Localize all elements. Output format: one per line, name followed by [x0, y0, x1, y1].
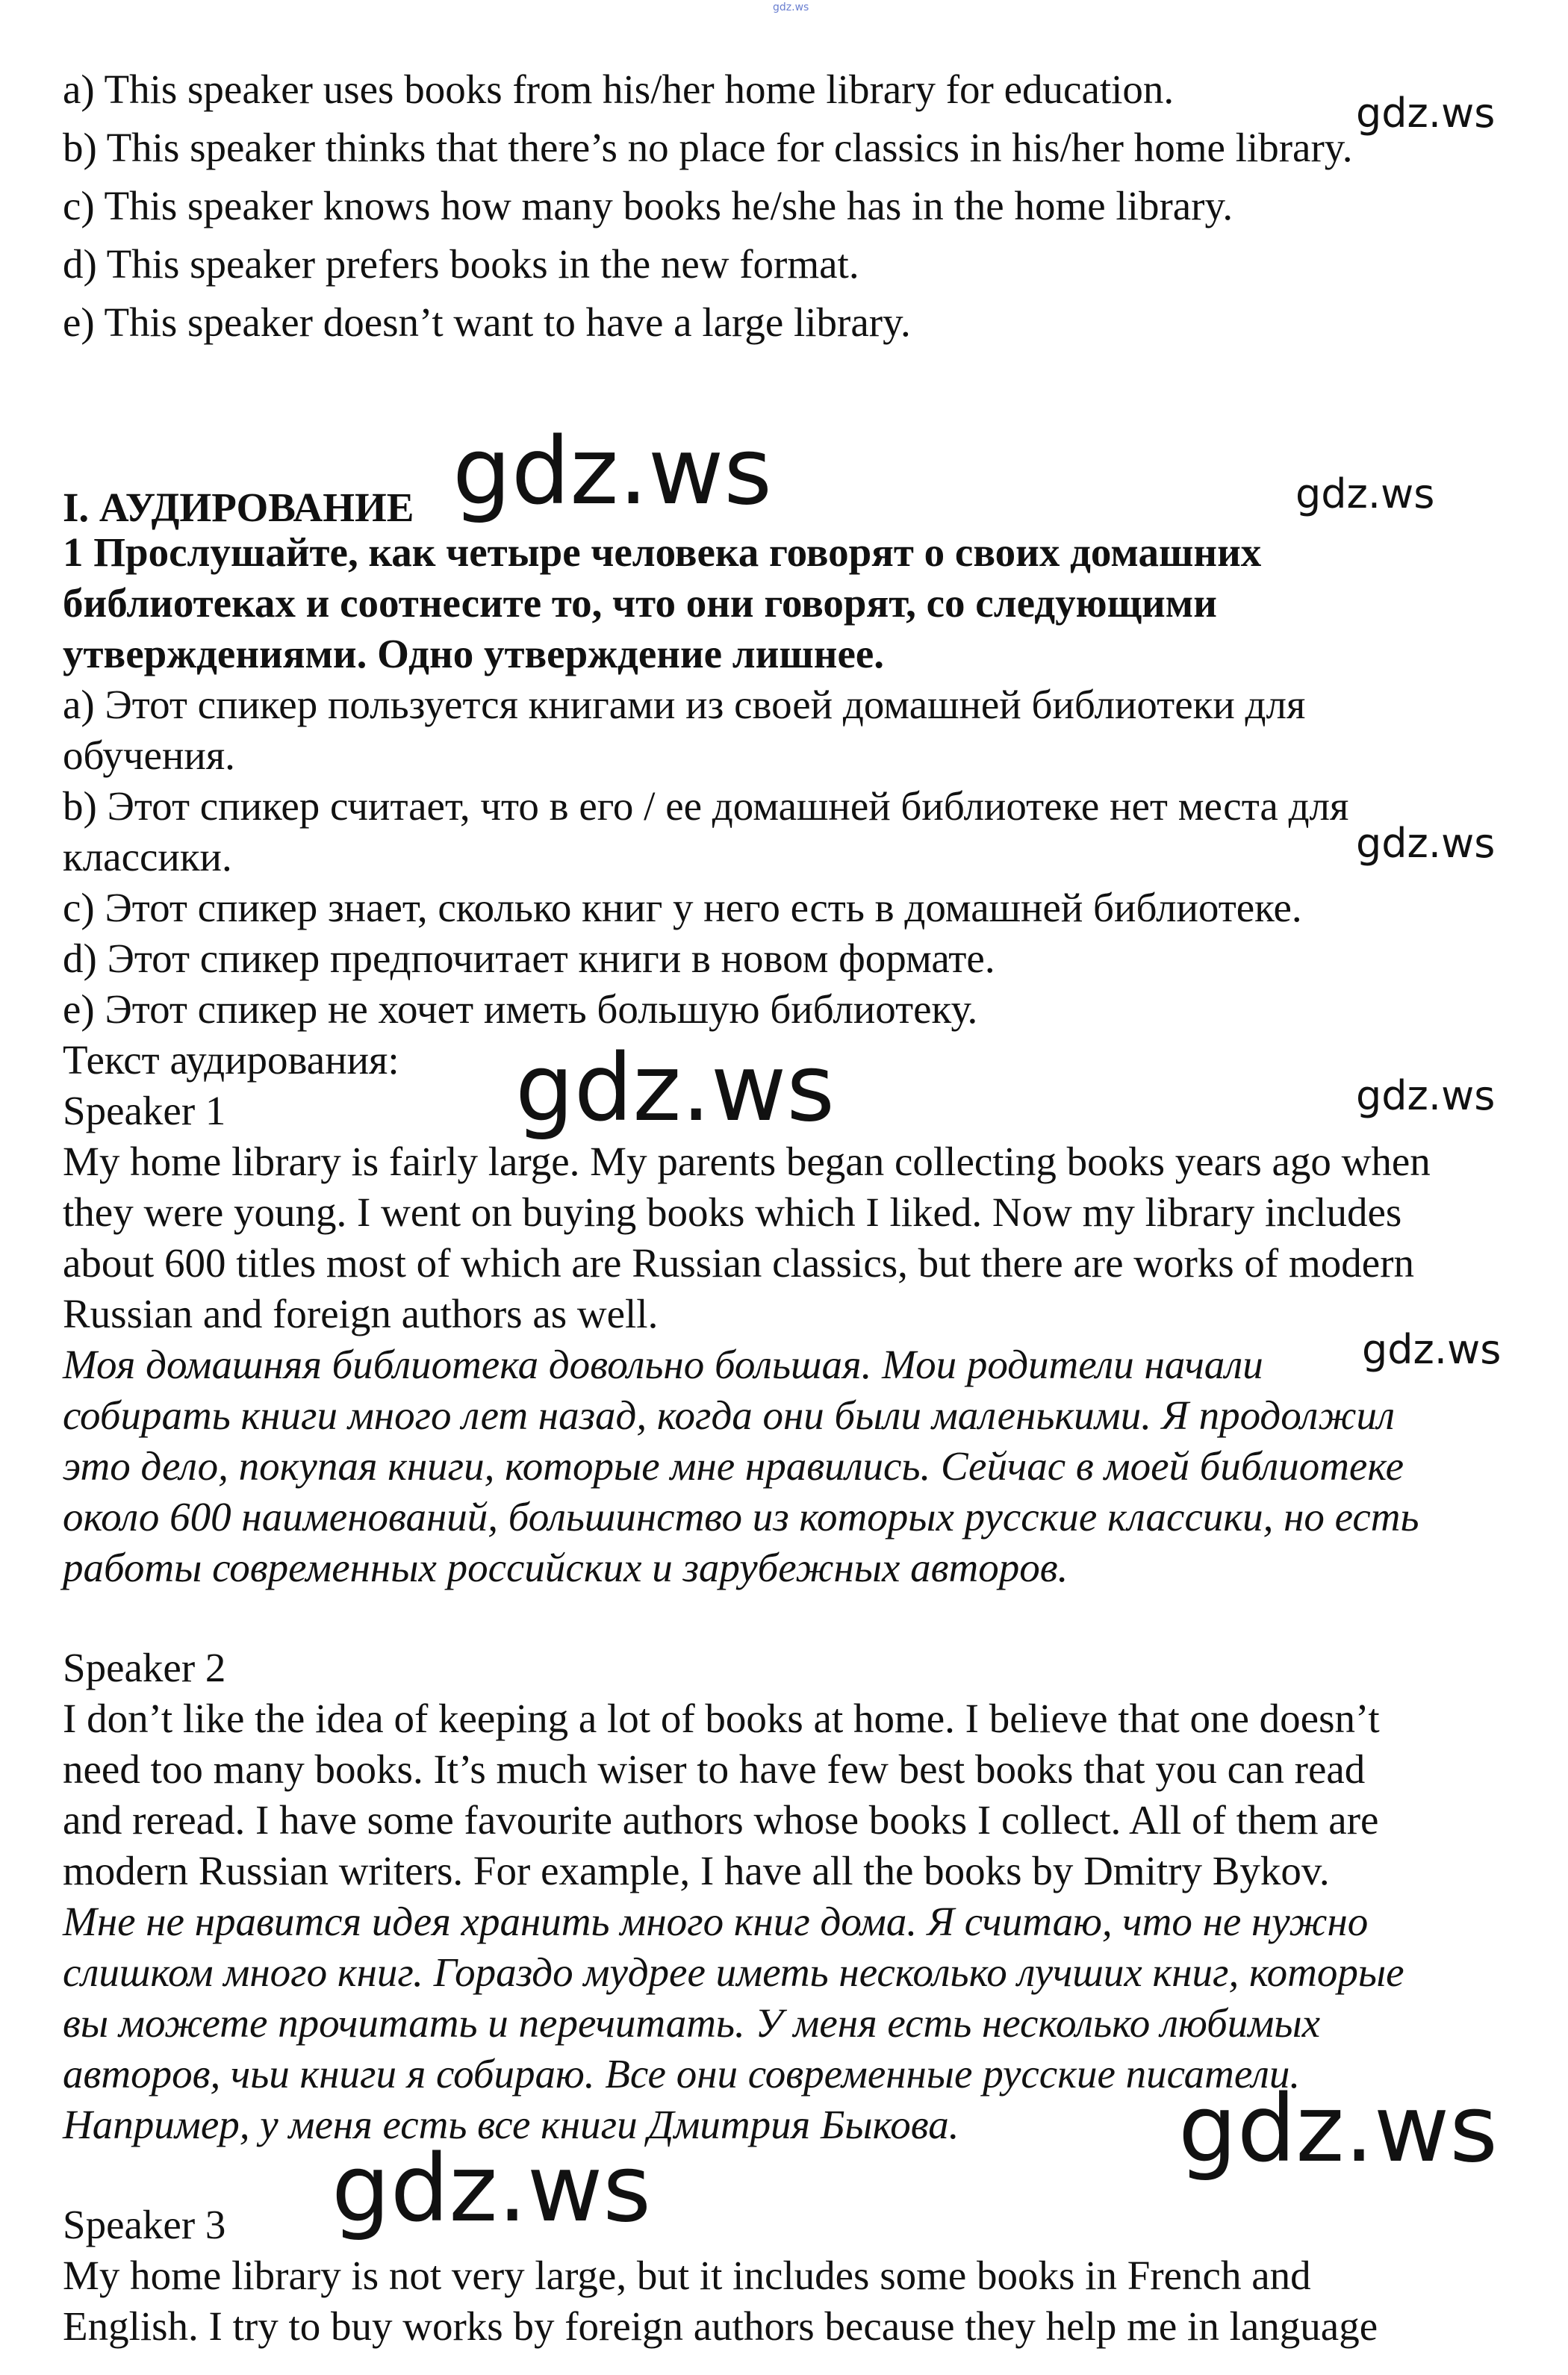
english-statement-a: a) This speaker uses books from his/her home library for education. — [63, 66, 1175, 112]
watermark: gdz.ws — [1178, 2076, 1498, 2183]
speaker-2-translation-4: авторов, чьи книги я собираю. Все они современные русские писатели. — [63, 2051, 1301, 2097]
russian-statement-c: c) Этот спикер знает, сколько книг у него есть в домашней библиотеке. — [63, 885, 1302, 930]
russian-statement-d: d) Этот спикер предпочитает книги в новом формате. — [63, 936, 995, 981]
speaker-2-translation-5: Например, у меня есть все книги Дмитрия Быкова. — [63, 2102, 959, 2147]
speaker-1-translation-1: Моя домашняя библиотека довольно большая. Мои родители начали — [63, 1342, 1263, 1387]
speaker-1-translation-2: собирать книги много лет назад, когда они были маленькими. Я продолжил — [63, 1392, 1395, 1438]
task-line-3: утверждениями. Одно утверждение лишнее. — [63, 631, 885, 676]
english-statement-e: e) This speaker doesn’t want to have a large library. — [63, 299, 911, 345]
watermark: gdz.ws — [332, 2135, 651, 2243]
speaker-1-translation-5: работы современных российских и зарубежных авторов. — [63, 1545, 1068, 1590]
speaker-1-translation-3: это дело, покупая книги, которые мне нравились. Сейчас в моей библиотеке — [63, 1443, 1404, 1489]
watermark: gdz.ws — [1295, 470, 1435, 517]
task-line-1: 1 Прослушайте, как четыре человека говорят о своих домашних — [63, 529, 1262, 575]
watermark: gdz.ws — [1356, 820, 1496, 867]
english-statement-b: b) This speaker thinks that there’s no place for classics in his/her home library. — [63, 125, 1353, 170]
russian-statement-a: a) Этот спикер пользуется книгами из своей домашней библиотеки для — [63, 682, 1306, 727]
russian-statement-a-cont: обучения. — [63, 732, 235, 778]
english-statement-d: d) This speaker prefers books in the new format. — [63, 241, 859, 287]
speaker-3-label: Speaker 3 — [63, 2202, 226, 2247]
watermark: gdz.ws — [452, 418, 772, 526]
speaker-3-text-2: English. I try to buy works by foreign authors because they help me in language — [63, 2303, 1378, 2349]
speaker-1-text-1: My home library is fairly large. My parents began collecting books years ago when — [63, 1139, 1431, 1184]
transcript-label: Текст аудирования: — [63, 1037, 399, 1083]
watermark: gdz.ws — [1362, 1326, 1502, 1373]
top-watermark: gdz.ws — [773, 1, 809, 13]
speaker-2-translation-3: вы можете прочитать и перечитать. У меня есть несколько любимых — [63, 2000, 1320, 2046]
speaker-1-label: Speaker 1 — [63, 1088, 226, 1133]
task-line-2: библиотеках и соотнесите то, что они говорят, со следующими — [63, 580, 1217, 626]
watermark: gdz.ws — [515, 1035, 835, 1142]
speaker-2-label: Speaker 2 — [63, 1645, 226, 1690]
section-title: I. АУДИРОВАНИЕ — [63, 485, 414, 530]
speaker-3-text-1: My home library is not very large, but it includes some books in French and — [63, 2253, 1311, 2298]
speaker-2-text-4: modern Russian writers. For example, I have all the books by Dmitry Bykov. — [63, 1848, 1330, 1893]
speaker-2-text-1: I don’t like the idea of keeping a lot of books at home. I believe that one doesn’t — [63, 1696, 1380, 1741]
speaker-1-translation-4: около 600 наименований, большинство из которых русские классики, но есть — [63, 1494, 1419, 1540]
speaker-1-text-4: Russian and foreign authors as well. — [63, 1291, 659, 1336]
speaker-2-translation-1: Мне не нравится идея хранить много книг дома. Я считаю, что не нужно — [63, 1899, 1369, 1944]
speaker-2-text-2: need too many books. It’s much wiser to have few best books that you can read — [63, 1746, 1366, 1792]
russian-statement-b: b) Этот спикер считает, что в его / ее домашней библиотеке нет места для — [63, 783, 1349, 829]
speaker-2-translation-2: слишком много книг. Гораздо мудрее иметь несколько лучших книг, которые — [63, 1949, 1404, 1995]
english-statement-c: c) This speaker knows how many books he/she has in the home library. — [63, 183, 1233, 228]
speaker-2-text-3: and reread. I have some favourite authors whose books I collect. All of them are — [63, 1797, 1379, 1843]
russian-statement-b-cont: классики. — [63, 834, 232, 880]
watermark: gdz.ws — [1356, 90, 1496, 137]
russian-statement-e: e) Этот спикер не хочет иметь большую библиотеку. — [63, 986, 978, 1032]
speaker-1-text-3: about 600 titles most of which are Russian classics, but there are works of modern — [63, 1240, 1415, 1286]
watermark: gdz.ws — [1356, 1072, 1496, 1119]
speaker-1-text-2: they were young. I went on buying books which I liked. Now my library includes — [63, 1189, 1402, 1235]
